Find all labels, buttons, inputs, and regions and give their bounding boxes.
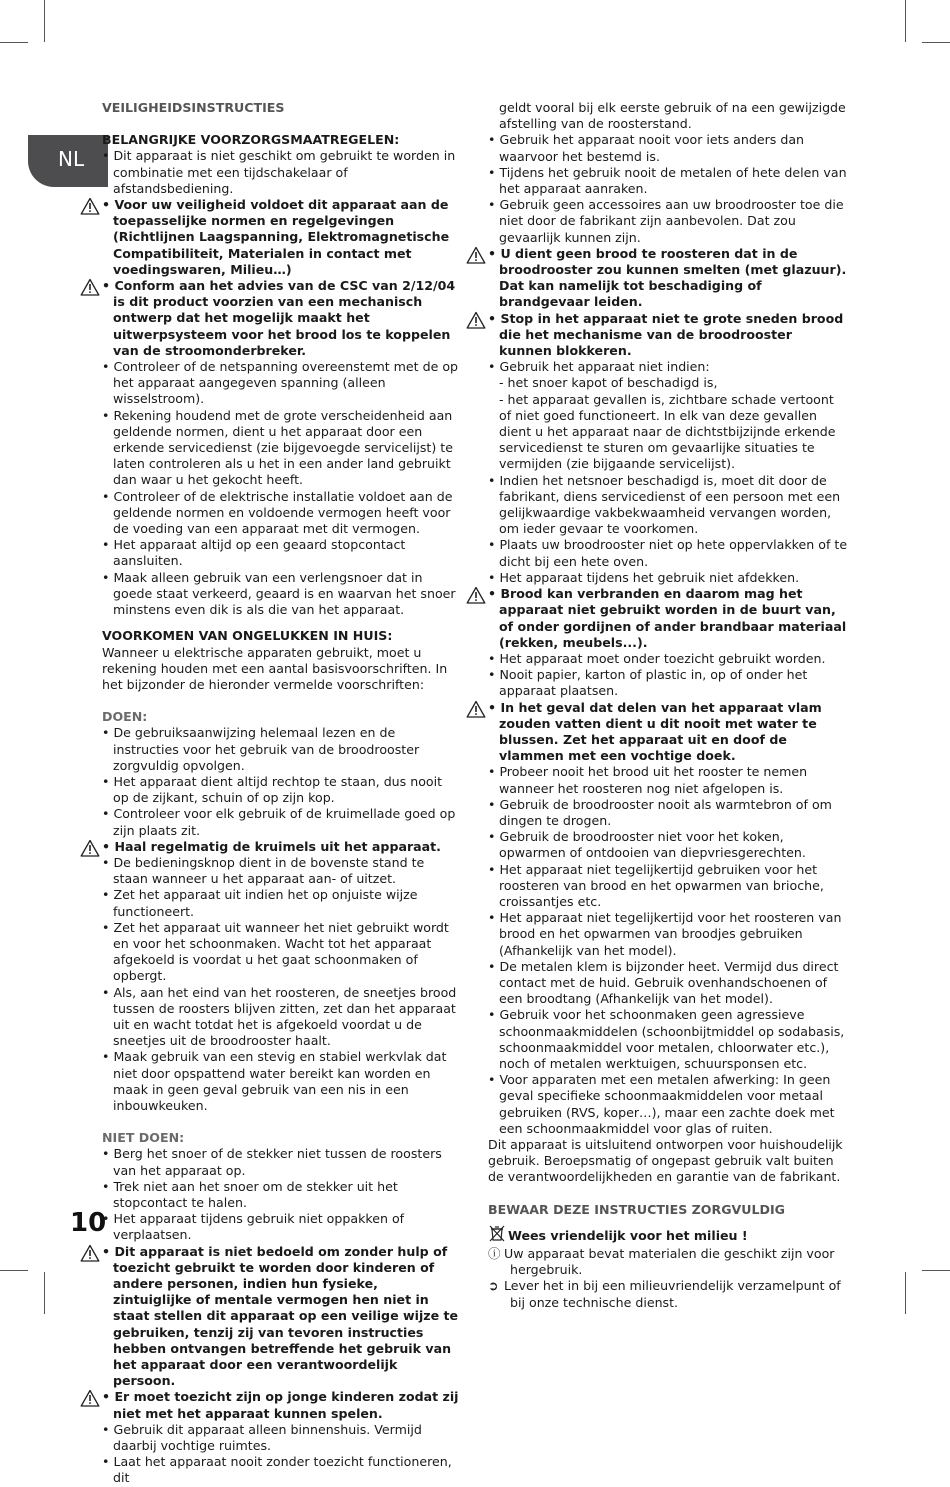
list-item: • Brood kan verbranden en daarom mag het apparaat niet gebruikt worden in de buurt van, of onder gordijnen of ander brandbaar materiaal (rekken, meubels...). xyxy=(488,586,848,651)
section-title-precautions: BELANGRIJKE VOORZORGSMAATREGELEN: xyxy=(102,132,400,148)
warning-icon xyxy=(80,1389,100,1407)
crop-mark xyxy=(0,42,28,43)
right-list-1 xyxy=(488,132,848,359)
list-item: • Gebruik het apparaat niet indien: xyxy=(488,359,848,375)
list-item: • Dit apparaat is niet geschikt om gebruikt te worden in combinatie met een tijdschakelaar of afstandsbediening. xyxy=(102,148,460,197)
crop-mark xyxy=(905,1272,906,1314)
list-item: • De bedieningsknop dient in de bovenste stand te staan wanneer u het apparaat aan- of uitzet. xyxy=(102,855,460,887)
environment-title: Wees vriendelijk voor het milieu ! xyxy=(488,1224,848,1246)
section-title-doen: DOEN: xyxy=(102,709,148,725)
list-item: • Gebruik de broodrooster niet voor het koken, opwarmen of ontdooien van diepvriesgerechten. xyxy=(488,829,848,861)
language-tab xyxy=(28,135,108,187)
list-item: • Zet het apparaat uit wanneer het niet gebruikt wordt en voor het schoonmaken. Wacht tot het apparaat afgekoeld is voordat u het gaat schoonmaken of opbergt. xyxy=(102,920,460,985)
warning-icon xyxy=(466,700,486,718)
damage-line-2: - het apparaat gevallen is, zichtbare schade vertoont of niet goed functioneert. In elk van deze gevallen dient u het apparaat naar de dichtstbijzijnde erkende servicedienst te sturen om gevaarlijke situaties te vermijden (zie bijgaande servicelijst). xyxy=(499,391,836,472)
list-item: • Het apparaat altijd op een geaard stopcontact aansluiten. xyxy=(102,537,460,569)
list-item: • Gebruik geen accessoires aan uw broodrooster toe die niet door de fabrikant zijn aanbevolen. Dat zou gevaarlijk kunnen zijn. xyxy=(488,197,848,246)
save-instructions-title: BEWAAR DEZE INSTRUCTIES ZORGVULDIG xyxy=(488,1201,786,1217)
list-item: • Dit apparaat is niet bedoeld om zonder hulp of toezicht gebruikt te worden door kinderen of andere personen, indien hun fysieke, zintuiglijke of mentale vermogen hen niet in staat stellen dit apparaat op een veilige wijze te gebruiken, tenzij zij van tevoren instructies hebben ontvangen betreffende het gebruik van het apparaat door een verantwoordelijk persoon. xyxy=(102,1244,460,1390)
damage-line-1: - het snoer kapot of beschadigd is, xyxy=(499,375,718,391)
right-list-2 xyxy=(488,473,848,1137)
warning-icon xyxy=(80,1244,100,1262)
page-number: 10 xyxy=(70,1208,107,1238)
crop-mark xyxy=(44,0,45,42)
list-item: • De gebruiksaanwijzing helemaal lezen en de instructies voor het gebruik van de broodrooster zorgvuldig opvolgen. xyxy=(102,725,460,774)
list-item: • Indien het netsnoer beschadigd is, moet dit door de fabrikant, diens servicedienst of een persoon met een gelijkwaardige vakbekwaamheid vervangen worden, om ieder gevaar te voorkomen. xyxy=(488,473,848,538)
list-item: • Er moet toezicht zijn op jonge kinderen zodat zij niet met het apparaat kunnen spelen. xyxy=(102,1389,460,1421)
warning-icon xyxy=(80,839,100,857)
list-item: ➲ Lever het in bij een milieuvriendelijk verzamelpunt of bij onze technische dienst. xyxy=(488,1278,841,1310)
environment-list xyxy=(488,1246,848,1311)
warning-icon xyxy=(80,278,100,296)
list-item: • Als, aan het eind van het roosteren, de sneetjes brood tussen de roosters blijven zitten, zet dan het apparaat uit en wacht totdat het is afgekoeld voordat u de sneetjes uit de broodrooster haalt. xyxy=(102,985,460,1050)
list-item: • Probeer nooit het brood uit het rooster te nemen wanneer het roosteren nog niet afgelopen is. xyxy=(488,764,848,796)
list-item: • De metalen klem is bijzonder heet. Vermijd dus direct contact met de huid. Gebruik ovenhandschoenen of een broodtang (Afhankelijk van het model). xyxy=(488,959,848,1008)
language-tab-label: NL xyxy=(58,147,85,171)
doen-list xyxy=(102,725,460,1114)
list-item: • Gebruik voor het schoonmaken geen agressieve schoonmaakmiddelen (schoonbijtmiddel op sodabasis, schoonmaakmiddel voor metalen, chloorwater etc.), noch of metalen werktuigen, schuursponsen etc. xyxy=(488,1007,848,1072)
crop-mark xyxy=(0,1270,28,1271)
warning-icon xyxy=(466,311,486,329)
list-item: • Maak alleen gebruik van een verlengsnoer dat in goede staat verkeerd, geaard is en waarvan het snoer minstens even dik is als die van het apparaat. xyxy=(102,570,460,619)
list-item: • Trek niet aan het snoer om de stekker uit het stopcontact te halen. xyxy=(102,1179,460,1211)
accidents-intro: Wanneer u elektrische apparaten gebruikt, moet u rekening houden met een aantal basisvoorschriften. In het bijzonder de hieronder vermelde voorschriften: xyxy=(102,644,448,692)
left-column xyxy=(102,100,460,1487)
list-item: • U dient geen brood te roosteren dat in de broodrooster zou kunnen smelten (met glazuur). Dat kan namelijk tot beschadiging of brandgevaar leiden. xyxy=(488,246,848,311)
list-item: • Controleer of de netspanning overeenstemt met de op het apparaat aangegeven spanning (alleen wisselstroom). xyxy=(102,359,460,408)
list-item: • Maak gebruik van een stevig en stabiel werkvlak dat niet door opspattend water bereikt kan worden en maak in geen geval gebruik van een nis in een inbouwkeuken. xyxy=(102,1049,460,1114)
list-item: • Gebruik het apparaat nooit voor iets anders dan waarvoor het bestemd is. xyxy=(488,132,848,164)
list-item: • Controleer voor elk gebruik of de kruimellade goed op zijn plaats zit. xyxy=(102,806,460,838)
list-item: • Laat het apparaat nooit zonder toezicht functioneren, dit xyxy=(102,1454,460,1486)
niet-doen-list xyxy=(102,1146,460,1486)
list-item: • Gebruik dit apparaat alleen binnenshuis. Vermijd daarbij vochtige ruimtes. xyxy=(102,1422,460,1454)
list-item: • Het apparaat tijdens het gebruik niet afdekken. xyxy=(488,570,848,586)
info-icon: ⓘ xyxy=(488,1246,501,1262)
list-item: • Rekening houdend met de grote verscheidenheid aan geldende normen, dient u het apparaat door een erkende servicedienst (zie bijgevoegde servicelijst) te laten controleren als u het in een ander land gebruikt dan waar u het gekocht heeft. xyxy=(102,408,460,489)
page-title: VEILIGHEIDSINSTRUCTIES xyxy=(102,100,285,115)
list-item: • Plaats uw broodrooster niet op hete oppervlakken of te dicht bij een hete oven. xyxy=(488,537,848,569)
warning-icon xyxy=(466,246,486,264)
list-item: • Het apparaat dient altijd rechtop te staan, dus nooit op de zijkant, schuin of op zijn kop. xyxy=(102,774,460,806)
list-item: • Voor apparaten met een metalen afwerking: In geen geval specifieke schoonmaakmiddelen voor metaal gebruiken (RVS, koper…), maar een zachte doek met een schoonmaakmiddel voor glas of ruiten. xyxy=(488,1072,848,1137)
list-item: • In het geval dat delen van het apparaat vlam zouden vatten dient u dit nooit met water te blussen. Zet het apparaat uit en doof de vlammen met een vochtige doek. xyxy=(488,700,848,765)
list-item: • Haal regelmatig de kruimels uit het apparaat. xyxy=(102,839,460,855)
recycle-arrow-icon: ➲ xyxy=(488,1278,499,1294)
right-column xyxy=(488,100,848,1311)
list-item: • Voor uw veiligheid voldoet dit apparaat aan de toepasselijke normen en regelgevingen (Richtlijnen Laagspanning, Elektromagnetische Compatibiliteit, Materialen in contact met voedingswaren, Milieu…) xyxy=(102,197,460,278)
list-item: • Het apparaat niet tegelijkertijd voor het roosteren van brood en het opwarmen van broodjes gebruiken (Afhankelijk van het model). xyxy=(488,910,848,959)
warning-icon xyxy=(80,197,100,215)
section-title-accidents: VOORKOMEN VAN ONGELUKKEN IN HUIS: xyxy=(102,628,393,644)
list-item: • Berg het snoer of de stekker niet tussen de roosters van het apparaat op. xyxy=(102,1146,460,1178)
closing-text: Dit apparaat is uitsluitend ontworpen voor huishoudelijk gebruik. Beroepsmatig of ongepast gebruik valt buiten de verantwoordelijkheden en garantie van de fabrikant. xyxy=(488,1137,843,1185)
crop-mark xyxy=(905,0,906,42)
list-item: • Het apparaat moet onder toezicht gebruikt worden. xyxy=(488,651,848,667)
list-item: • Controleer of de elektrische installatie voldoet aan de geldende normen en voldoende vermogen heeft voor de voeding van een apparaat met dit vermogen. xyxy=(102,489,460,538)
list-item: • Het apparaat niet tegelijkertijd gebruiken voor het roosteren van brood en het opwarmen van brioche, croissantjes etc. xyxy=(488,862,848,911)
crop-mark xyxy=(44,1272,45,1314)
precautions-list xyxy=(102,148,460,618)
list-item: • Nooit papier, karton of plastic in, op of onder het apparaat plaatsen. xyxy=(488,667,848,699)
list-item: • Stop in het apparaat niet te grote sneden brood die het mechanisme van de broodrooster kunnen blokkeren. xyxy=(488,311,848,360)
list-item: • Zet het apparaat uit indien het op onjuiste wijze functioneert. xyxy=(102,887,460,919)
section-title-niet-doen: NIET DOEN: xyxy=(102,1130,185,1146)
warning-icon xyxy=(466,586,486,604)
list-item: • Het apparaat tijdens gebruik niet oppakken of verplaatsen. xyxy=(102,1211,460,1243)
crop-mark xyxy=(922,42,950,43)
list-item: ⓘ Uw apparaat bevat materialen die geschikt zijn voor hergebruik. xyxy=(488,1246,835,1278)
crop-mark xyxy=(922,1270,950,1271)
list-item: • Gebruik de broodrooster nooit als warmtebron of om dingen te drogen. xyxy=(488,797,848,829)
recycle-bin-icon xyxy=(488,1224,508,1246)
list-item: • Conform aan het advies van de CSC van 2/12/04 is dit product voorzien van een mechanisch ontwerp dat het mogelijk maakt het uitwerpsysteem voor het brood los te koppelen van de stroomonderbreker. xyxy=(102,278,460,359)
continuation-text: geldt vooral bij elk eerste gebruik of na een gewijzigde afstelling van de roosterstand. xyxy=(499,100,846,132)
list-item: • Tijdens het gebruik nooit de metalen of hete delen van het apparaat aanraken. xyxy=(488,165,848,197)
